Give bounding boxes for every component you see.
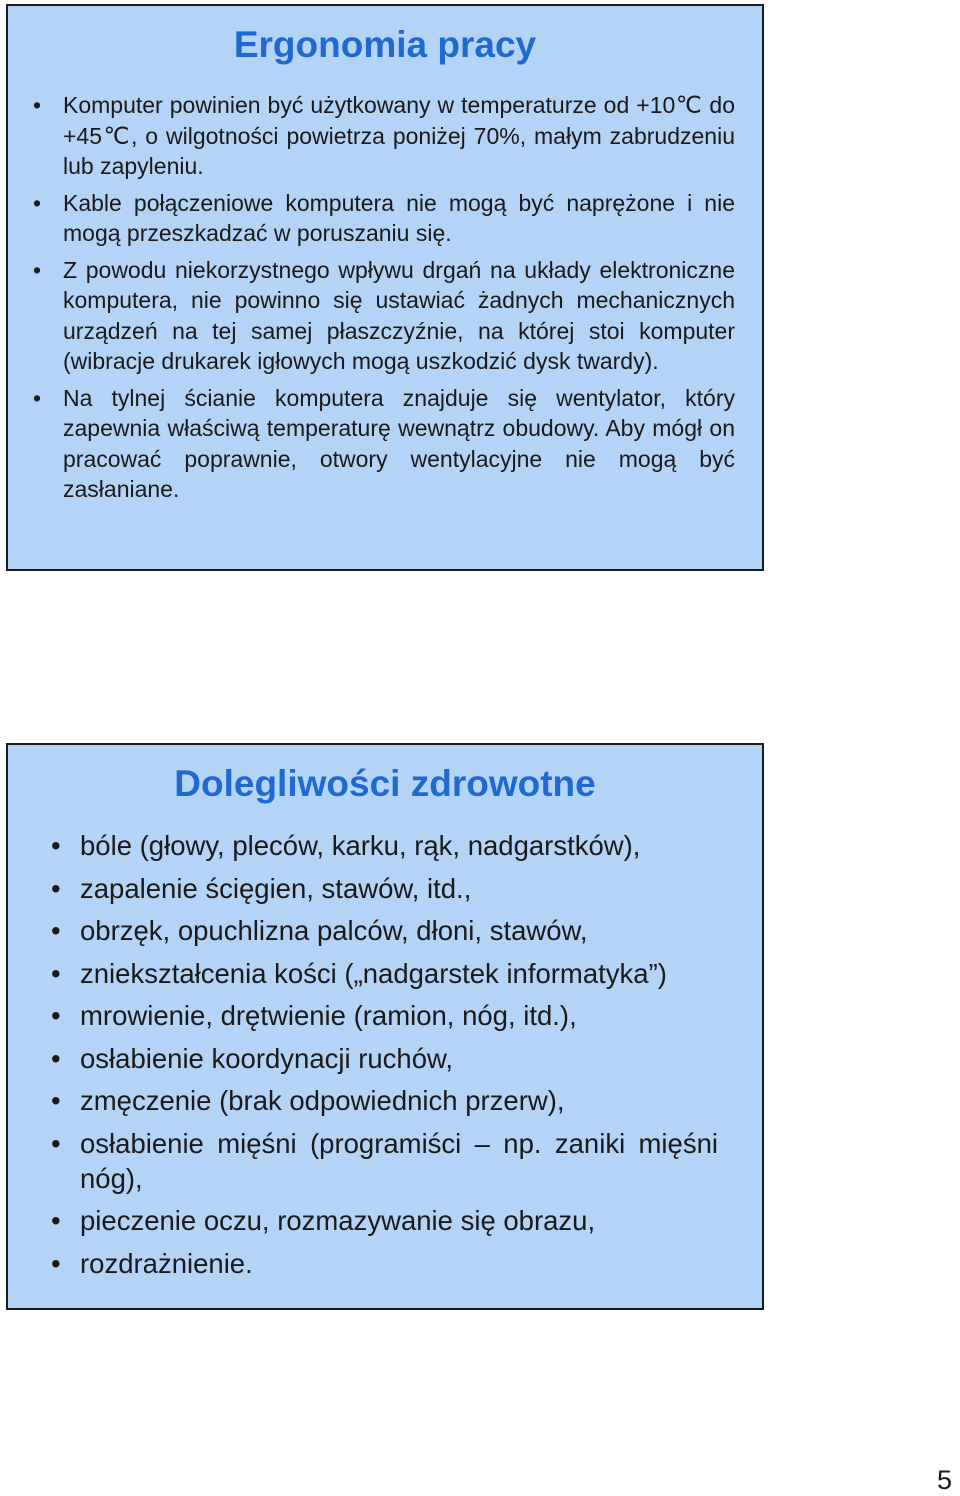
list-item-text: osłabienie mięśni (programiści – np. zaniki mięśni nóg), xyxy=(80,1127,718,1194)
bullet-icon: • xyxy=(33,256,42,283)
bullet-icon: • xyxy=(51,872,61,904)
list-item xyxy=(51,956,718,991)
list-item-text: bóle (głowy, pleców, karku, rąk, nadgarstków), xyxy=(80,830,641,861)
bullet-list xyxy=(33,90,735,511)
bullet-list xyxy=(51,828,718,1288)
list-item xyxy=(33,90,735,182)
bullet-icon: • xyxy=(33,189,42,216)
bullet-icon: • xyxy=(33,384,42,411)
list-item-text: pieczenie oczu, rozmazywanie się obrazu, xyxy=(80,1205,596,1236)
list-item xyxy=(51,1041,718,1076)
list-item xyxy=(51,1126,718,1196)
page-number: 5 xyxy=(936,1465,952,1495)
bullet-icon: • xyxy=(51,1000,61,1031)
list-item-text: Komputer powinien być użytkowany w temperaturze od +10℃ do +45℃, o wilgotności powietrza poniżej 70%, małym zabrudzeniu lub zapyleniu. xyxy=(63,92,735,179)
list-item-text: rozdrażnienie. xyxy=(80,1247,253,1279)
slide-title: Ergonomia pracy xyxy=(233,24,537,65)
list-item xyxy=(51,1203,718,1238)
bullet-icon: • xyxy=(51,1085,61,1116)
list-item-text: mrowienie, drętwienie (ramion, nóg, itd.), xyxy=(80,1000,577,1031)
list-item xyxy=(51,1246,718,1281)
list-item-text: Z powodu niekorzystnego wpływu drgań na układy elektroniczne komputera, nie powinno się ustawiać żadnych mechanicznych urządzeń na tej samej płaszczyźnie, na której stoi komputer (wibracje drukarek igłowych mogą uszkodzić dysk twardy). xyxy=(63,256,735,374)
list-item-text: zapalenie ścięgien, stawów, itd., xyxy=(80,872,472,904)
list-item xyxy=(51,871,718,906)
bullet-icon: • xyxy=(33,92,42,118)
slide-ergonomia xyxy=(6,4,764,571)
list-item xyxy=(51,913,718,948)
list-item xyxy=(51,998,718,1033)
list-item xyxy=(33,383,735,505)
list-item xyxy=(51,1083,718,1118)
list-item-text: zmęczenie (brak odpowiednich przerw), xyxy=(80,1085,565,1116)
bullet-icon: • xyxy=(51,957,61,989)
list-item-text: osłabienie koordynacji ruchów, xyxy=(80,1042,453,1074)
bullet-icon: • xyxy=(51,1247,61,1279)
slide-title: Dolegliwości zdrowotne xyxy=(174,763,596,804)
bullet-icon: • xyxy=(51,1205,61,1236)
list-item-text: zniekształcenia kości („nadgarstek informatyka”) xyxy=(80,957,667,989)
list-item xyxy=(51,828,718,863)
bullet-icon: • xyxy=(51,1042,61,1074)
bullet-icon: • xyxy=(51,915,61,946)
slide-dolegliwosci xyxy=(6,743,764,1310)
list-item-text: Kable połączeniowe komputera nie mogą być naprężone i nie mogą przeszkadzać w poruszaniu się. xyxy=(63,189,735,246)
list-item xyxy=(33,188,735,249)
list-item-text: Na tylnej ścianie komputera znajduje się wentylator, który zapewnia właściwą temperaturę wewnątrz obudowy. Aby mógł on pracować poprawnie, otwory wentylacyjne nie mogą być zasłaniane. xyxy=(63,384,735,502)
bullet-icon: • xyxy=(51,1127,61,1159)
list-item-text: obrzęk, opuchlizna palców, dłoni, stawów, xyxy=(80,915,588,946)
list-item xyxy=(33,255,735,377)
bullet-icon: • xyxy=(51,830,61,861)
